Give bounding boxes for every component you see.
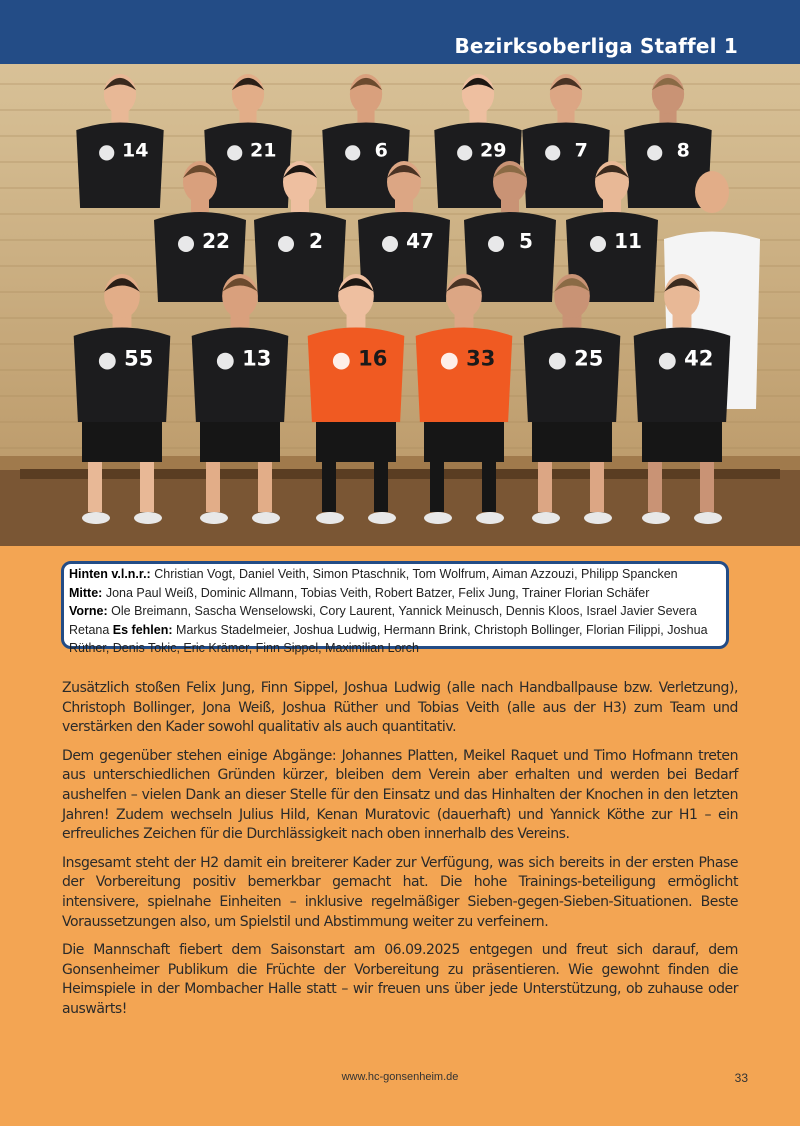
caption-label-middle: Mitte: (69, 585, 103, 600)
jersey-number: 47 (406, 229, 434, 253)
article-body (62, 679, 738, 1029)
shorts (424, 422, 504, 462)
caption-names-back: Christian Vogt, Daniel Veith, Simon Ptaschnik, Tom Wolfrum, Aiman Azzouzi, Philipp Spancken (154, 567, 678, 581)
jersey-number: 14 (121, 139, 149, 162)
caption-row-middle (69, 584, 721, 603)
shorts (82, 422, 162, 462)
jersey-number: 11 (614, 229, 642, 253)
photo-caption (61, 561, 729, 655)
team-photo-illustration (0, 64, 800, 546)
team-photo (0, 64, 800, 546)
jersey-number: 2 (309, 229, 323, 253)
jersey-number: 21 (249, 139, 277, 162)
footer-url: www.hc-gonsenheim.de (341, 1071, 459, 1083)
shorts (642, 422, 722, 462)
caption-names-front: Ole Breimann, Sascha Wenselowski, Cory Laurent, Yannick Meinusch, Dennis Kloos, Israel Javier Severa Retana (69, 604, 697, 637)
caption-row-back (69, 565, 721, 584)
caption-names-middle: Jona Paul Weiß, Dominic Allmann, Tobias Veith, Robert Batzer, Felix Jung, Trainer Florian Schäfer (105, 585, 650, 600)
paragraph: Insgesamt steht der H2 damit ein breiterer Kader zur Verfügung, was sich bereits in der ersten Phase der Vorbereitung positiv bemerkbar gemacht hat. Die hohe Trainings-beteiligung ermöglicht intensivere, spielnahe Einheiten – inklusive regelmäßiger Sieben-gegen-Sieben-Situationen. Beste Voraussetzungen also, um Spielstil und Abstimmung weiter zu verfeinern. (62, 854, 738, 930)
jersey-number: 55 (124, 346, 154, 371)
jersey-number: 22 (202, 229, 230, 253)
caption-label-front: Vorne: (69, 604, 108, 618)
jersey-number: 42 (684, 346, 714, 371)
jersey-number: 33 (466, 346, 496, 371)
paragraph: Zusätzlich stoßen Felix Jung, Finn Sippel, Joshua Ludwig (alle nach Handballpause bzw. Verletzung), Christoph Bollinger, Jona Weiß, Joshua Rüther und Tobias Veith (alle aus der H3) zum Team und verstärken den Kader sowohl qualitativ als auch quantitativ. (62, 680, 738, 736)
jersey-number: 8 (676, 139, 690, 162)
jersey-number: 25 (574, 346, 604, 371)
jersey-number: 16 (358, 346, 388, 371)
jersey-number: 29 (479, 139, 507, 162)
shorts (532, 422, 612, 462)
caption-label-back: Hinten v.l.n.r.: (69, 567, 151, 581)
page-number: 33 (734, 1071, 748, 1085)
page-title: Bezirksoberliga Staffel 1 (454, 34, 738, 58)
jersey-number: 5 (519, 229, 533, 253)
paragraph: Die Mannschaft fiebert dem Saisonstart am 06.09.2025 entgegen und freut sich darauf, dem Gonsenheimer Publikum die Früchte der Vorbereitung zu präsentieren. Wie gewohnt finden die Heimspiele in der Mombacher Halle statt – wir freuen uns über jede Unterstützung, ob zuhause oder auswärts! (62, 942, 738, 1017)
caption-names-missing: Markus Stadelmeier, Joshua Ludwig, Hermann Brink, Christoph Bollinger, Florian Filippi, Joshua Rüther, Denis Tokic, Eric Krämer, Finn Sippel, Maximilian Lorch (69, 622, 708, 655)
jersey-number: 13 (242, 346, 272, 371)
caption-label-missing: Es fehlen: (112, 622, 173, 637)
shorts (316, 422, 396, 462)
caption-row-front (69, 602, 721, 658)
shorts (200, 422, 280, 462)
paragraph: Dem gegenüber stehen einige Abgänge: Johannes Platten, Meikel Raquet und Timo Hofmann treten aus unterschiedlichen Gründen kürzer, bleiben dem Verein aber erhalten und werden bei Bedarf aushelfen – vielen Dank an dieser Stelle für den Einsatz und das Hinhalten der Knochen in den letzten Jahren! Zudem wechseln Julius Hild, Kenan Muratovic (dauerhaft) und Yannick Köthe zur H1 – ein erfreuliches Zeichen für die Durchlässigkeit nach oben innerhalb des Vereins. (62, 747, 738, 843)
jersey-number: 6 (374, 139, 388, 162)
jersey-number: 7 (574, 139, 588, 162)
